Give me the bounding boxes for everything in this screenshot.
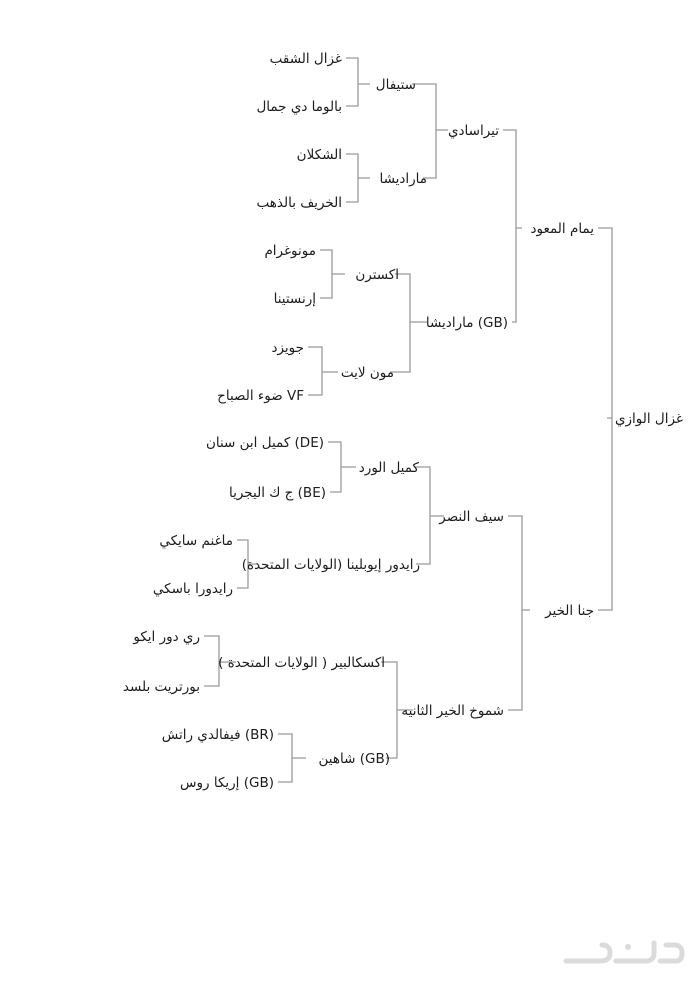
connector-line	[598, 228, 612, 610]
ancestor-name: اكسترن	[355, 267, 399, 283]
subject-horse-name: غزال الوازي	[614, 411, 683, 427]
haraj-logo	[558, 933, 688, 973]
paternal-granddam-name: مارادیشا (GB)	[425, 315, 508, 331]
haraj-logo-mark	[566, 943, 682, 961]
dam-name: جنا الخير	[545, 603, 594, 619]
connector-line	[346, 58, 370, 106]
ancestor-name: جويزد	[271, 340, 304, 356]
logo-stroke	[566, 945, 610, 961]
connector-line	[346, 154, 370, 202]
ancestor-name: إريكا روس (GB)	[180, 775, 274, 791]
ancestor-name: بورتريت بلسد	[122, 679, 200, 695]
ancestor-name: رايدورا باسكي	[152, 581, 233, 597]
connector-line	[508, 516, 530, 710]
ancestor-name: الشكلان	[296, 147, 342, 163]
logo-dot	[625, 944, 631, 950]
ancestor-name: مونوغرام	[264, 243, 316, 259]
ancestor-name: كميل ابن سنان (DE)	[205, 435, 324, 451]
logo-stroke	[616, 943, 654, 961]
ancestor-name: كميل الورد	[358, 460, 419, 476]
ancestor-name: فيفالدي راتش (BR)	[161, 727, 274, 743]
ancestor-name: إرنستينا	[273, 291, 316, 307]
ancestor-name: ماغنم سايكي	[159, 533, 233, 549]
connector-lines	[204, 58, 612, 782]
paternal-grandsire-name: تيراسادي	[447, 123, 499, 139]
ancestor-name: مارادیشا	[379, 171, 427, 187]
ancestor-name: شاهين (GB)	[318, 751, 390, 767]
ancestor-name: ضوء الصباح VF	[217, 388, 304, 404]
ancestor-name: ج ك اليجريا (BE)	[228, 485, 326, 501]
connector-line	[503, 130, 522, 322]
ancestor-name: الخريف بالذهب	[256, 195, 342, 211]
ancestor-name: اكسكالبير ( الولايات المتحدة )	[218, 655, 385, 671]
connector-line	[308, 347, 338, 395]
connector-line	[412, 84, 448, 178]
sire-name: يمام المعود	[530, 221, 594, 237]
connector-line	[278, 734, 306, 782]
logo-stroke	[660, 945, 682, 961]
ancestor-name: ستيفال	[375, 77, 416, 93]
ancestor-name: مون لايت	[340, 365, 394, 381]
maternal-granddam-name: شموخ الخير الثانيه	[401, 703, 504, 719]
connector-line	[390, 274, 427, 372]
maternal-grandsire-name: سيف النصر	[439, 509, 504, 525]
ancestor-name: ري دور ايكو	[133, 629, 200, 645]
connector-line	[320, 250, 345, 298]
ancestor-name: بالوما دي جمال	[256, 99, 342, 115]
ancestor-name: غزال الشقب	[269, 51, 342, 67]
ancestor-name: رايدور إيوبلينا (الولايات المتحدة)	[241, 557, 420, 573]
connector-line	[328, 442, 356, 492]
